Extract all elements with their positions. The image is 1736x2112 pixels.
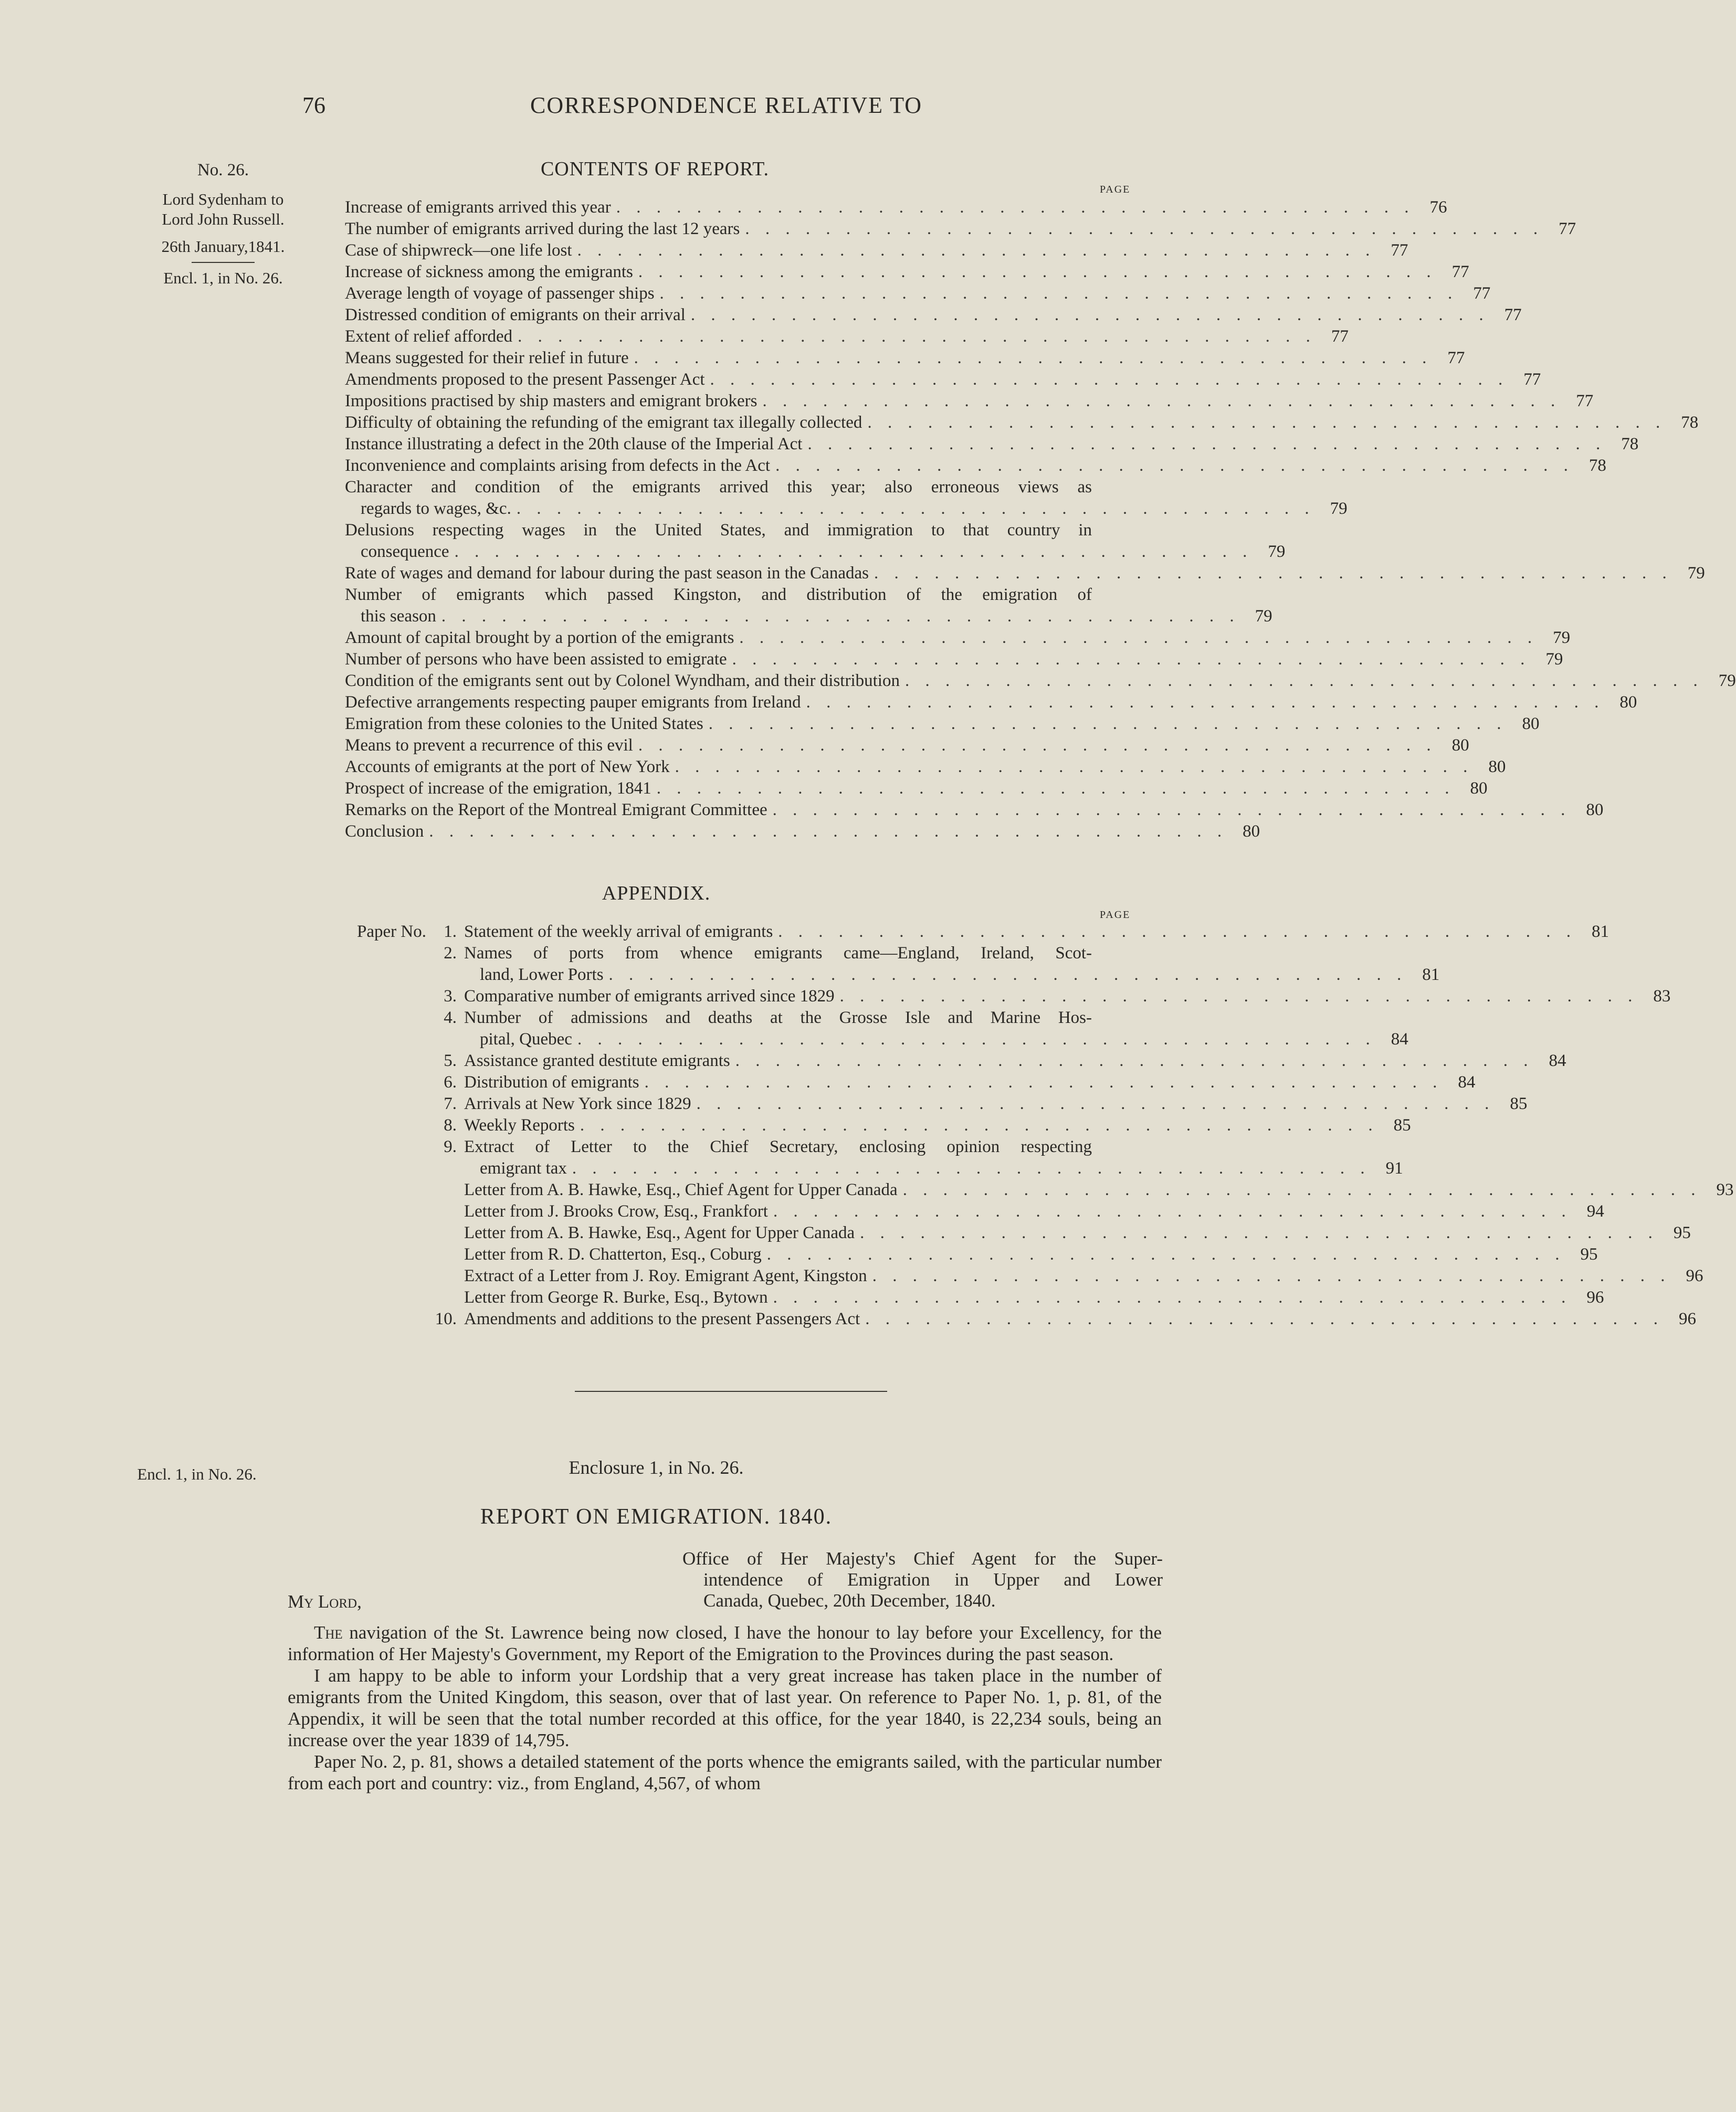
leader-dots: . . . . . . . . . . . . . . . . . . . . . . . . . . . . . . . . . . . . . . . .	[773, 1202, 1572, 1221]
contents-entry	[345, 240, 1408, 261]
contents-entry	[345, 455, 1606, 477]
appendix-entry-text: Letter from A. B. Hawke, Esq., Agent for Upper Canada	[464, 1223, 855, 1242]
leader-dots: . . . . . . . . . . . . . . . . . . . . . . . . . . . . . . . . . . . . . . . .	[772, 800, 1571, 819]
contents-entry-page: 80	[1243, 822, 1260, 841]
leader-dots: . . . . . . . . . . . . . . . . . . . . . . . . . . . . . . . . . . . . . . . .	[745, 219, 1544, 238]
appendix-entry-number: 6.	[444, 1073, 457, 1092]
contents-entry-text: Accounts of emigrants at the port of New York	[345, 757, 670, 776]
appendix-entry-text: land, Lower Ports	[480, 965, 604, 984]
leader-dots: . . . . . . . . . . . . . . . . . . . . . . . . . . . . . . . . . . . . . . . .	[778, 922, 1577, 941]
leader-dots: . . . . . . . . . . . . . . . . . . . . . . . . . . . . . . . . . . . . . . . .	[441, 607, 1240, 626]
running-title: CORRESPONDENCE RELATIVE TO	[530, 92, 923, 118]
leader-dots: . . . . . . . . . . . . . . . . . . . . . . . . . . . . . . . . . . . . . . . .	[773, 1288, 1572, 1307]
paragraph-2: I am happy to be able to inform your Lordship that a very great increase has taken place in the number of emigrants from the United Kingdom, this season, over that of last year. On reference to Paper No. 1, p. 81, of the Appendix, it will be seen that the total number recorded at this office, for the year 1840, is 22,234 souls, being an increase over the year 1839 of 14,795.	[288, 1665, 1162, 1750]
leader-dots: . . . . . . . . . . . . . . . . . . . . . . . . . . . . . . . . . . . . . . . .	[577, 241, 1376, 260]
appendix-entry	[315, 1072, 1476, 1093]
contents-entry-page: 79	[1687, 564, 1705, 583]
contents-entry-text: Average length of voyage of passenger ships	[345, 284, 655, 303]
leader-dots: . . . . . . . . . . . . . . . . . . . . . . . . . . . . . . . . . . . . . . . .	[516, 499, 1315, 518]
contents-entry	[345, 283, 1491, 304]
appendix-entry	[315, 1158, 1403, 1179]
contents-entry-text: Instance illustrating a defect in the 20th clause of the Imperial Act	[345, 435, 803, 453]
contents-entry	[345, 197, 1447, 218]
appendix-entry-text: Comparative number of emigrants arrived since 1829	[464, 987, 835, 1006]
appendix-entry-text: emigrant tax	[480, 1159, 567, 1178]
contents-entry-text: regards to wages, &c.	[361, 499, 511, 518]
office-line-3: Canada, Quebec, 20th December, 1840.	[703, 1590, 996, 1611]
appendix-entry	[315, 1308, 1697, 1330]
contents-entry	[345, 218, 1576, 240]
contents-entry-text: Emigration from these colonies to the United States	[345, 714, 703, 733]
office-line-1: Office of Her Majesty's Chief Agent for the Super-	[682, 1548, 1163, 1569]
contents-entry-text: Amount of capital brought by a portion of the emigrants	[345, 628, 734, 647]
leader-dots: . . . . . . . . . . . . . . . . . . . . . . . . . . . . . . . . . . . . . . . .	[735, 1051, 1534, 1070]
contents-entry	[345, 756, 1506, 778]
appendix-entry	[315, 921, 1609, 943]
contents-entry-text: Number of persons who have been assisted to emigrate	[345, 650, 727, 669]
appendix-entry	[315, 1136, 1092, 1158]
appendix-entry-number: 3.	[444, 987, 457, 1006]
contents-entry-page: 79	[1718, 671, 1736, 690]
appendix-entry-page: 84	[1391, 1030, 1408, 1049]
leader-dots: . . . . . . . . . . . . . . . . . . . . . . . . . . . . . . . . . . . . . . . .	[739, 628, 1538, 647]
appendix-entry	[315, 1222, 1691, 1244]
contents-entry	[345, 347, 1465, 369]
paper-prefix: Paper No.	[357, 922, 426, 941]
appendix-entry-text: Letter from R. D. Chatterton, Esq., Coburg	[464, 1245, 762, 1264]
contents-entry	[345, 735, 1469, 756]
leader-dots: . . . . . . . . . . . . . . . . . . . . . . . . . . . . . . . . . . . . . . . .	[429, 822, 1228, 841]
appendix-entry-page: 96	[1586, 1288, 1604, 1307]
appendix-entry-page: 93	[1716, 1180, 1734, 1199]
appendix-entry-page: 85	[1510, 1094, 1528, 1113]
margin-note-date: 26th January,1841.	[161, 237, 285, 256]
contents-entry	[345, 434, 1639, 455]
contents-entry-text: Defective arrangements respecting pauper emigrants from Ireland	[345, 693, 801, 712]
paragraph-3: Paper No. 2, p. 81, shows a detailed statement of the ports whence the emigrants sailed, with the particular number from each port and country: viz., from England, 4,567, of whom	[288, 1751, 1162, 1793]
appendix-entry-text: Arrivals at New York since 1829	[464, 1094, 691, 1113]
leader-dots: . . . . . . . . . . . . . . . . . . . . . . . . . . . . . . . . . . . . . . . .	[638, 736, 1437, 755]
contents-entry	[345, 326, 1349, 347]
leader-dots: . . . . . . . . . . . . . . . . . . . . . . . . . . . . . . . . . . . . . . . .	[616, 198, 1415, 217]
leader-dots: . . . . . . . . . . . . . . . . . . . . . . . . . . . . . . . . . . . . . . . .	[572, 1159, 1371, 1178]
contents-entry-text: Means to prevent a recurrence of this evil	[345, 736, 633, 755]
appendix-entry-text: pital, Quebec	[480, 1030, 572, 1049]
appendix-entry-page: 85	[1393, 1116, 1411, 1135]
margin-note-to: Lord John Russell.	[162, 210, 285, 228]
appendix-entry-page: 81	[1592, 922, 1609, 941]
leader-dots: . . . . . . . . . . . . . . . . . . . . . . . . . . . . . . . . . . . . . . . .	[762, 392, 1561, 410]
contents-entry-text: Rate of wages and demand for labour during the past season in the Canadas	[345, 564, 869, 583]
salutation: My Lord,	[288, 1591, 362, 1612]
leader-dots: . . . . . . . . . . . . . . . . . . . . . . . . . . . . . . . . . . . . . . . .	[839, 987, 1638, 1006]
appendix-entry-text: Amendments and additions to the present Passengers Act	[464, 1310, 860, 1328]
contents-entry-text: Delusions respecting wages in the United States, and immigration to that country in	[345, 521, 1092, 540]
contents-heading: CONTENTS OF REPORT.	[540, 158, 770, 180]
appendix-heading: APPENDIX.	[602, 882, 711, 904]
appendix-entry	[315, 1179, 1734, 1201]
leader-dots: . . . . . . . . . . . . . . . . . . . . . . . . . . . . . . . . . . . . . . . .	[775, 456, 1574, 475]
appendix-entry-number: 8.	[444, 1116, 457, 1135]
contents-entry-page: 77	[1391, 241, 1408, 260]
office-line-2: intendence of Emigration in Upper and Lower	[703, 1569, 1163, 1590]
contents-entry-page: 77	[1473, 284, 1491, 303]
contents-entry	[345, 304, 1522, 326]
contents-entry-text: Condition of the emigrants sent out by Colonel Wyndham, and their distribution	[345, 671, 900, 690]
appendix-entry	[315, 1007, 1092, 1029]
leader-dots: . . . . . . . . . . . . . . . . . . . . . . . . . . . . . . . . . . . . . . . .	[865, 1310, 1664, 1328]
appendix-entry-page: 83	[1653, 987, 1671, 1006]
leader-dots: . . . . . . . . . . . . . . . . . . . . . . . . . . . . . . . . . . . . . . . .	[577, 1030, 1376, 1049]
office-address	[682, 1548, 1163, 1611]
contents-entry-text: Difficulty of obtaining the refunding of the emigrant tax illegally collected	[345, 413, 862, 432]
appendix-entry	[315, 1287, 1604, 1308]
contents-entry-text: consequence	[361, 542, 449, 561]
appendix-entry-text: Extract of a Letter from J. Roy. Emigrant Agent, Kingston	[464, 1266, 867, 1285]
contents-entry	[345, 821, 1260, 842]
leader-dots: . . . . . . . . . . . . . . . . . . . . . . . . . . . . . . . . . . . . . . . .	[766, 1245, 1565, 1264]
appendix-entry-text: Assistance granted destitute emigrants	[464, 1051, 730, 1070]
appendix-entry-text: Names of ports from whence emigrants came—England, Ireland, Scot-	[464, 944, 1092, 963]
leader-dots: . . . . . . . . . . . . . . . . . . . . . . . . . . . . . . . . . . . . . . . .	[860, 1223, 1658, 1242]
contents-entry-text: Prospect of increase of the emigration, 1841	[345, 779, 651, 798]
contents-entry-page: 79	[1545, 650, 1563, 669]
contents-entry-page: 78	[1621, 435, 1639, 453]
contents-entry-text: Character and condition of the emigrants arrived this year; also erroneous views as	[345, 478, 1092, 497]
contents-entry-page: 80	[1470, 779, 1488, 798]
contents-list	[345, 197, 1736, 842]
margin-note-from: Lord Sydenham to	[162, 190, 284, 208]
contents-entry-text: this season	[361, 607, 436, 626]
contents-entry	[345, 649, 1563, 670]
appendix-entry-text: Distribution of emigrants	[464, 1073, 639, 1092]
running-head	[0, 92, 1239, 129]
margin-note-enclosure-lower: Encl. 1, in No. 26.	[137, 1465, 257, 1483]
leader-dots: . . . . . . . . . . . . . . . . . . . . . . . . . . . . . . . . . . . . . . . .	[634, 349, 1433, 367]
contents-entry-page: 77	[1523, 370, 1541, 389]
appendix-entry-page: 81	[1422, 965, 1440, 984]
contents-entry-page: 77	[1504, 305, 1522, 324]
leader-dots: . . . . . . . . . . . . . . . . . . . . . . . . . . . . . . . . . . . . . . . .	[867, 413, 1666, 432]
leader-dots: . . . . . . . . . . . . . . . . . . . . . . . . . . . . . . . . . . . . . . . .	[638, 262, 1437, 281]
appendix-entry-text: Extract of Letter to the Chief Secretary, enclosing opinion respecting	[464, 1137, 1092, 1156]
leader-dots: . . . . . . . . . . . . . . . . . . . . . . . . . . . . . . . . . . . . . . . .	[710, 370, 1509, 389]
contents-entry-text: Means suggested for their relief in future	[345, 349, 629, 367]
appendix-entry-text: Weekly Reports	[464, 1116, 575, 1135]
contents-entry-page: 80	[1522, 714, 1540, 733]
appendix-entry	[315, 1029, 1408, 1050]
contents-entry-page: 77	[1331, 327, 1349, 346]
appendix-entry-page: 84	[1458, 1073, 1476, 1092]
leader-dots: . . . . . . . . . . . . . . . . . . . . . . . . . . . . . . . . . . . . . . . .	[874, 564, 1672, 583]
leader-dots: . . . . . . . . . . . . . . . . . . . . . . . . . . . . . . . . . . . . . . . .	[708, 714, 1507, 733]
appendix-entry	[315, 1201, 1604, 1222]
contents-entry-text: Conclusion	[345, 822, 424, 841]
leader-dots: . . . . . . . . . . . . . . . . . . . . . . . . . . . . . . . . . . . . . . . .	[690, 305, 1489, 324]
contents-entry-page: 78	[1588, 456, 1606, 475]
appendix-entry-number: 5.	[444, 1051, 457, 1070]
appendix-entry-page: 96	[1679, 1310, 1697, 1328]
appendix-entry-number: 4.	[444, 1008, 457, 1027]
contents-entry	[345, 778, 1488, 799]
leader-dots: . . . . . . . . . . . . . . . . . . . . . . . . . . . . . . . . . . . . . . . .	[806, 693, 1605, 712]
leader-dots: . . . . . . . . . . . . . . . . . . . . . . . . . . . . . . . . . . . . . . . .	[454, 542, 1253, 561]
leader-dots: . . . . . . . . . . . . . . . . . . . . . . . . . . . . . . . . . . . . . . . .	[608, 965, 1407, 984]
leader-dots: . . . . . . . . . . . . . . . . . . . . . . . . . . . . . . . . . . . . . . . .	[580, 1116, 1379, 1135]
appendix-list	[315, 921, 1734, 1330]
appendix-entry	[315, 1115, 1411, 1136]
contents-entry-page: 80	[1488, 757, 1506, 776]
paragraph-1: The navigation of the St. Lawrence being now closed, I have the honour to lay before your Excellency, for the information of Her Majesty's Government, my Report of the Emigration to the Provinces during the past season.	[288, 1622, 1162, 1664]
contents-entry-page: 77	[1451, 262, 1469, 281]
margin-rule	[192, 262, 255, 263]
contents-entry-page: 80	[1619, 693, 1637, 712]
contents-entry-page: 77	[1447, 349, 1465, 367]
leader-dots: . . . . . . . . . . . . . . . . . . . . . . . . . . . . . . . . . . . . . . . .	[659, 284, 1458, 303]
enclosure-heading: Enclosure 1, in No. 26.	[569, 1457, 744, 1478]
margin-note-number: No. 26.	[197, 161, 249, 179]
appendix-entry-text: Letter from A. B. Hawke, Esq., Chief Agent for Upper Canada	[464, 1180, 898, 1199]
leader-dots: . . . . . . . . . . . . . . . . . . . . . . . . . . . . . . . . . . . . . . . .	[872, 1266, 1671, 1285]
contents-entry-text: Increase of emigrants arrived this year	[345, 198, 611, 217]
contents-entry-text: Impositions practised by ship masters and emigrant brokers	[345, 392, 757, 410]
appendix-entry-number: 2.	[444, 944, 457, 963]
contents-entry-page: 77	[1559, 219, 1576, 238]
contents-entry-text: Case of shipwreck—one life lost	[345, 241, 572, 260]
contents-entry-page: 79	[1553, 628, 1571, 647]
appendix-entry-page: 84	[1549, 1051, 1566, 1070]
appendix-entry	[315, 1265, 1703, 1287]
contents-entry	[345, 799, 1604, 821]
leader-dots: . . . . . . . . . . . . . . . . . . . . . . . . . . . . . . . . . . . . . . . .	[904, 671, 1703, 690]
contents-entry	[345, 670, 1736, 692]
section-separator	[575, 1391, 887, 1392]
contents-entry	[345, 692, 1637, 713]
appendix-entry-page: 96	[1686, 1266, 1703, 1285]
appendix-entry-number: 1.	[444, 922, 457, 941]
contents-entry	[345, 369, 1541, 390]
appendix-entry-number: 10.	[435, 1310, 457, 1328]
contents-page-label: PAGE	[1100, 184, 1131, 195]
appendix-entry-page: 91	[1385, 1159, 1403, 1178]
contents-entry-page: 77	[1576, 392, 1594, 410]
appendix-entry-text: Letter from George R. Burke, Esq., Bytown	[464, 1288, 768, 1307]
contents-entry-text: Extent of relief afforded	[345, 327, 513, 346]
contents-entry-page: 79	[1268, 542, 1286, 561]
appendix-entry-number: 9.	[444, 1137, 457, 1156]
contents-entry-text: Amendments proposed to the present Passenger Act	[345, 370, 705, 389]
appendix-entry-number: 7.	[444, 1094, 457, 1113]
leader-dots: . . . . . . . . . . . . . . . . . . . . . . . . . . . . . . . . . . . . . . . .	[696, 1094, 1495, 1113]
appendix-entry	[315, 1050, 1566, 1072]
appendix-entry	[315, 986, 1671, 1007]
contents-entry-text: Number of emigrants which passed Kingston, and distribution of the emigration of	[345, 585, 1092, 604]
appendix-entry	[315, 964, 1440, 986]
contents-entry	[345, 261, 1469, 283]
contents-entry-page: 79	[1330, 499, 1348, 518]
contents-entry	[345, 477, 1348, 520]
contents-entry	[345, 584, 1272, 627]
appendix-entry-text: Letter from J. Brooks Crow, Esq., Frankfort	[464, 1202, 768, 1221]
margin-note-enclosure: Encl. 1, in No. 26.	[163, 269, 283, 287]
appendix-entry-text: Number of admissions and deaths at the Grosse Isle and Marine Hos-	[464, 1008, 1092, 1027]
contents-entry	[345, 627, 1571, 649]
appendix-page-label: PAGE	[1100, 909, 1131, 921]
appendix-entry-page: 95	[1673, 1223, 1691, 1242]
page-number: 76	[302, 92, 325, 118]
appendix-entry	[315, 1244, 1598, 1265]
report-body	[288, 1622, 1162, 1794]
contents-entry-page: 76	[1429, 198, 1447, 217]
contents-entry-page: 79	[1255, 607, 1272, 626]
contents-entry-page: 80	[1451, 736, 1469, 755]
leader-dots: . . . . . . . . . . . . . . . . . . . . . . . . . . . . . . . . . . . . . . . .	[732, 650, 1531, 669]
leader-dots: . . . . . . . . . . . . . . . . . . . . . . . . . . . . . . . . . . . . . . . .	[656, 779, 1455, 798]
leader-dots: . . . . . . . . . . . . . . . . . . . . . . . . . . . . . . . . . . . . . . . .	[675, 757, 1474, 776]
appendix-entry	[315, 943, 1092, 964]
contents-entry	[345, 520, 1286, 563]
contents-entry-text: Distressed condition of emigrants on their arrival	[345, 305, 686, 324]
appendix-entry-page: 94	[1586, 1202, 1604, 1221]
contents-entry-text: Increase of sickness among the emigrants	[345, 262, 633, 281]
contents-entry	[345, 390, 1594, 412]
contents-entry	[345, 563, 1705, 584]
contents-entry-page: 80	[1586, 800, 1604, 819]
contents-entry-page: 78	[1681, 413, 1699, 432]
leader-dots: . . . . . . . . . . . . . . . . . . . . . . . . . . . . . . . . . . . . . . . .	[902, 1180, 1701, 1199]
appendix-entry-text: Statement of the weekly arrival of emigrants	[464, 922, 773, 941]
report-title: REPORT ON EMIGRATION. 1840.	[480, 1505, 833, 1529]
leader-dots: . . . . . . . . . . . . . . . . . . . . . . . . . . . . . . . . . . . . . . . .	[807, 435, 1606, 453]
appendix-entry	[315, 1093, 1528, 1115]
appendix-entry-page: 95	[1580, 1245, 1598, 1264]
contents-entry-text: The number of emigrants arrived during the last 12 years	[345, 219, 740, 238]
contents-entry-text: Inconvenience and complaints arising from defects in the Act	[345, 456, 771, 475]
leader-dots: . . . . . . . . . . . . . . . . . . . . . . . . . . . . . . . . . . . . . . . .	[644, 1073, 1443, 1092]
contents-entry	[345, 412, 1699, 434]
contents-entry-text: Remarks on the Report of the Montreal Emigrant Committee	[345, 800, 767, 819]
contents-entry	[345, 713, 1540, 735]
leader-dots: . . . . . . . . . . . . . . . . . . . . . . . . . . . . . . . . . . . . . . . .	[518, 327, 1316, 346]
